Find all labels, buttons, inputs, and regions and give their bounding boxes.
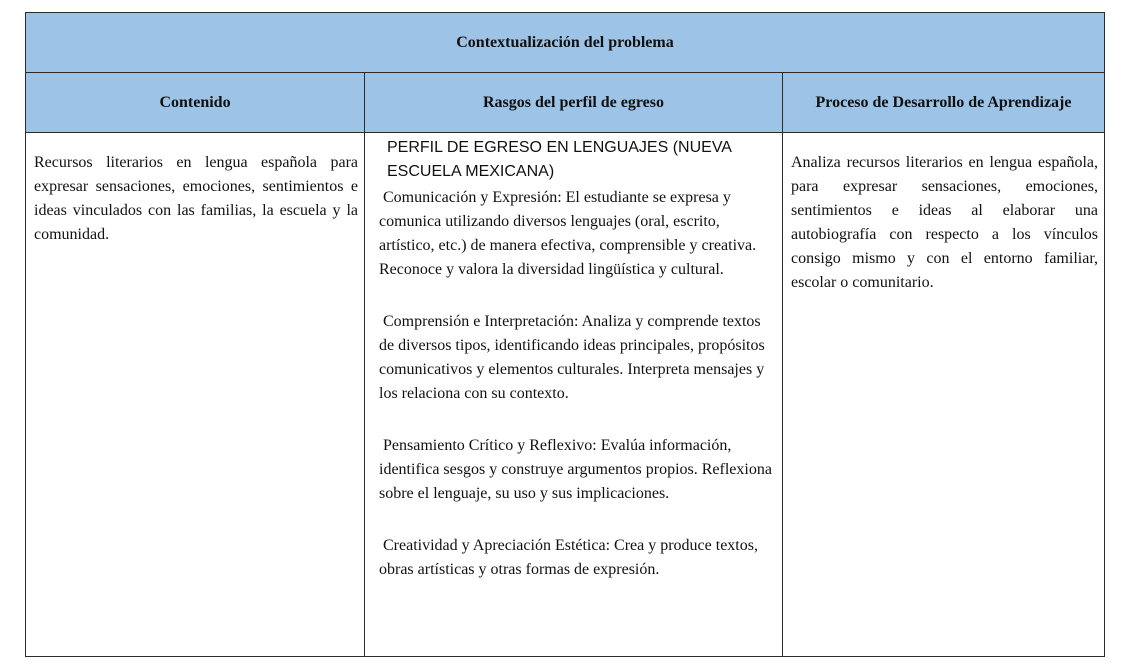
profile-item: Comunicación y Expresión: El estudiante se expresa y comunica utilizando diversos lenguajes (oral, escrito, artístico, etc.) de manera efectiva, comprensible y creativa. Reconoce y valora la diversidad lingüística y cultural. [379,189,757,278]
contenido-text: Recursos literarios en lengua española para expresar sensaciones, emociones, sentimientos e ideas vinculados con las familias, la escuela y la comunidad. [34,154,358,243]
profile-item: Comprensión e Interpretación: Analiza y comprende textos de diversos tipos, identificando ideas principales, propósitos comunicativos y elementos culturales. Interpreta mensajes y los relaciona con su contexto. [379,313,765,402]
cell-rasgos [365,133,782,656]
cell-proceso [783,133,1104,656]
header-contenido: Contenido [159,93,231,111]
problem-context-table [25,12,1105,657]
profile-item: Pensamiento Crítico y Reflexivo: Evalúa información, identifica sesgos y construye argumentos propios. Reflexiona sobre el lenguaje, su uso y sus implicaciones. [379,437,772,502]
profile-heading: PERFIL DE EGRESO EN LENGUAJES (NUEVA ESCUELA MEXICANA) [387,139,732,180]
header-proceso: Proceso de Desarrollo de Aprendizaje [815,93,1072,111]
profile-item: Creatividad y Apreciación Estética: Crea y produce textos, obras artísticas y otras formas de expresión. [379,537,758,578]
header-rasgos: Rasgos del perfil de egreso [482,93,664,111]
table-title: Contextualización del problema [26,13,1104,73]
cell-contenido [26,133,364,656]
proceso-text: Analiza recursos literarios en lengua española, para expresar sensaciones, emociones, sentimientos e ideas al elaborar una autobiografía con respecto a los vínculos consigo mismo y con el entorno familiar, escolar o comunitario. [791,154,1098,291]
table-header-row [26,73,1104,133]
